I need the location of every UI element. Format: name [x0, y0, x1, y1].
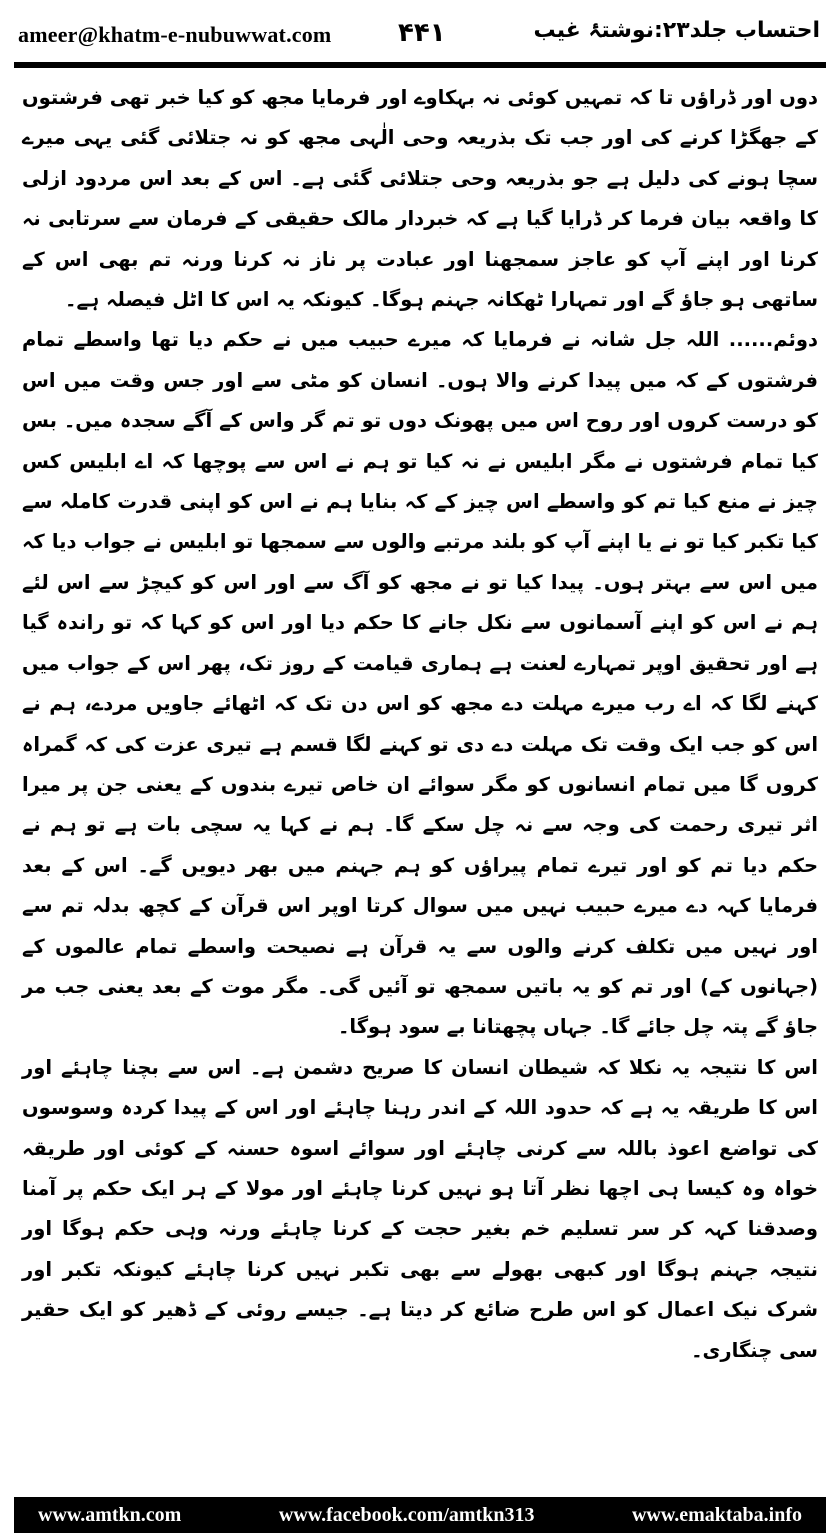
running-title: احتساب جلد۲۳:نوشتۂ غیب [533, 18, 820, 43]
main-text [22, 78, 818, 1371]
paragraph-1: دوں اور ڈراؤں تا کہ تمہیں کوئی نہ بہکاوے اور فرمایا مجھ کو کیا خبر تھی فرشتوں کے جھگڑا کرنے کی اور جب تک بذریعہ وحی الٰہی مجھ کو نہ جتلائی گئی یہی میرے سچا ہونے کی دلیل ہے جو بذریعہ وحی جتلائی گئی ہے۔ اس کے بعد اس مردود ازلی کا واقعہ بیان فرما کر ڈرایا گیا ہے کہ خبردار مالک حقیقی کے فرمان سے سرتابی نہ کرنا اور اپنے آپ کو عاجز سمجھنا اور عبادت پر ناز نہ کرنا ورنہ تم بھی اس کے ساتھی ہو جاؤ گے اور تمہارا ٹھکانہ جہنم ہوگا۔ کیونکہ یہ اس کا اٹل فیصلہ ہے۔ [22, 86, 818, 312]
footer-link-emaktaba[interactable]: www.emaktaba.info [631, 1503, 802, 1526]
paragraph-3: اس کا نتیجہ یہ نکلا کہ شیطان انسان کا صریح دشمن ہے۔ اس سے بچنا چاہئے اور اس کا طریقہ یہ ہے کہ حدود اللہ کے اندر رہنا چاہئے اور اس کے پیدا کردہ وسوسوں کی تواضع اعوذ باللہ سے کرنی چاہئے اور سوائے اسوہ حسنہ کے کوئی اور طریقہ خواہ وہ کیسا ہی اچھا نظر آتا ہو نہیں کرنا چاہئے اور مولا کے ہر ایک حکم پر آمنا وصدقنا کہہ کر سر تسلیم خم بغیر حجت کے کرنا چاہئے ورنہ وہی حکم ہوگا اور نتیجہ جہنم ہوگا اور کبھی بھولے سے بھی تکبر نہیں کرنا چاہئے کیونکہ تکبر اور شرک نیک اعمال کو اس طرح ضائع کر دیتا ہے۔ جیسے روئی کے ڈھیر کو ایک حقیر سی چنگاری۔ [22, 1055, 818, 1362]
header-rule [14, 62, 826, 68]
footer-bar [14, 1497, 826, 1533]
page-number: ۴۴۱ [398, 18, 446, 48]
footer-link-facebook[interactable]: www.facebook.com/amtkn313 [278, 1503, 535, 1526]
footer-link-amtkn[interactable]: www.amtkn.com [38, 1503, 182, 1526]
header-email: ameer@khatm-e-nubuwwat.com [18, 22, 332, 47]
paragraph-2: دوئم...... اللہ جل شانہ نے فرمایا کہ میرے حبیب میں نے حکم دیا تھا واسطے تمام فرشتوں کے کہ میں پیدا کرنے والا ہوں۔ انسان کو مٹی سے اور جس وقت میں اس کو درست کروں اور روح اس میں پھونک دوں تو تم گر واس کے آگے سجدہ میں۔ بس کیا تمام فرشتوں نے مگر ابلیس نے نہ کیا تو ہم نے اس سے پوچھا کہ اے ابلیس کس چیز نے منع کیا تم کو واسطے اس چیز کے کہ بنایا ہم نے اس کو اپنی قدرت کاملہ سے کیا تکبر کیا تو نے یا اپنے آپ کو بلند مرتبے والوں سے سمجھا تو ابلیس نے جواب دیا کہ میں اس سے بہتر ہوں۔ پیدا کیا تو نے مجھ کو آگ سے اور اس کو کیچڑ سے اس لئے ہم نے اس کو اپنے آسمانوں سے نکل جانے کا حکم دیا اور اس کو کہا کہ تو راندہ گیا ہے اور تحقیق اوپر تمہارے لعنت ہے ہماری قیامت کے روز تک، پھر اس کے جواب میں کہنے لگا کہ اے رب میرے مہلت دے مجھ کو اس دن تک کہ اٹھائے جاویں مردے، ہم نے اس کو جب ایک وقت تک مہلت دے دی تو کہنے لگا قسم ہے تیری عزت کی کہ گمراہ کروں گا میں تمام انسانوں کو مگر سوائے ان خاص تیرے بندوں کے یعنی جن پر میرا اثر تیری رحمت کی وجہ سے نہ چل سکے گا۔ ہم نے کہا یہ سچی بات ہے تو ہم نے حکم دیا تم کو اور تیرے تمام پیراؤں کو ہم جہنم میں بھر دیویں گے۔ اس کے بعد فرمایا کہہ دے میرے حبیب نہیں میں سوال کرتا اوپر اس قرآن کے کچھ بدلہ تم سے اور نہیں میں تکلف کرنے والوں سے یہ قرآن ہے نصیحت واسطے تمام عالموں کے (جہانوں کے) اور تم کو یہ باتیں سمجھ تو آئیں گی۔ مگر موت کے بعد یعنی جب مر جاؤ گے پتہ چل جائے گا۔ جہاں پچھتانا بے سود ہوگا۔ [22, 328, 818, 1039]
page-header [14, 14, 824, 58]
